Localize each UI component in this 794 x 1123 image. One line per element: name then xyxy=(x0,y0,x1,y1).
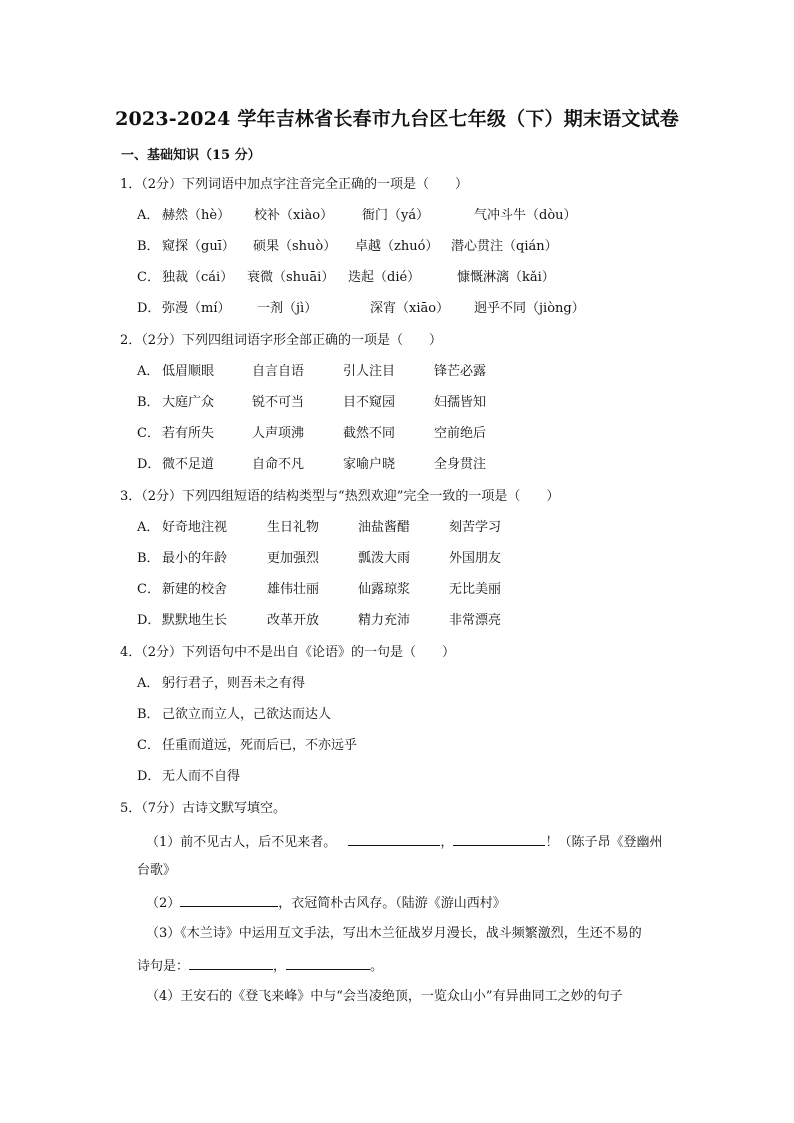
question-3-stem: 3．（2分）下列四组短语的结构类型与“热烈欢迎”完全一致的一项是（ ） xyxy=(120,489,560,504)
question-5-item-1: （1）前不见古人，后不见来者。 ， ！（陈子昂《登幽州 xyxy=(146,832,662,852)
question-5-item-3-cont: 诗句是： ， 。 xyxy=(137,956,383,976)
exam-page: 2023-2024 学年吉林省长春市九台区七年级（下）期末语文试卷 一、基础知识（15 分） 1．（2分）下列词语中加点字注音完全正确的一项是（ ） A． 赫然（hè） 校补（xiào） 衙门（yá） 气冲斗牛（dòu） B． 窥探（guī） 硕果（shuò） 卓越（zhuó） 潜心贯注（qián） C． 独裁（cái） 衰微（shuāi） 迭起（dié） 慷慨淋漓（kǎi） D． 弥漫（mí） 一剂（jì） 深宵（xiāo） 迥乎不同（jiòng） 2．（2分）下列四组词语字形全部正确的一项是（ ） A． 低眉顺眼 自言自语 引人注目 锋芒必露 B． 大庭广众 锐不可当 目不窥园 妇孺皆知 C． 若有所失 人声项沸 截然不同 空前绝后 D． 微不足道 自命不凡 家喻户晓 全身贯注 3．（2分）下列四组短语的结构类型与“热烈欢迎”完全一致的一项是（ ） A． 好奇地注视 生日礼物 油盐酱醋 刻苦学习 B． 最小的年龄 更加强烈 瓢泼大雨 外国朋友 C． 新建的校舍 雄伟壮丽 仙露琼浆 无比美丽 D． 默默地生长 改革开放 精力充沛 非常漂亮 4．（2分）下列语句中不是出自《论语》的一句是（ ） A． 躬行君子，则吾未之有得 B． 己欲立而立人，己欲达而达人 C． 任重而道远，死而后已，不亦远乎 D． 无人而不自得 5．（7分）古诗文默写填空。 （1）前不见古人，后不见来者。 ， ！（陈子昂《登幽州 台歌》 （2） ，衣冠简朴古风存。（陆游《游山西村》 （3）《木兰诗》中运用互文手法，写出木兰征战岁月漫长，战斗频繁激烈，生还不易的 诗句是： ， 。 （4）王安石的《登飞来峰》中与“会当凌绝顶，一览众山小”有异曲同工之妙的句子 xyxy=(0,0,794,1123)
question-4-stem: 4．（2分）下列语句中不是出自《论语》的一句是（ ） xyxy=(120,645,456,660)
question-1-stem: 1．（2分）下列词语中加点字注音完全正确的一项是（ ） xyxy=(120,177,469,192)
answer-blank[interactable] xyxy=(180,893,278,907)
question-2-stem: 2．（2分）下列四组词语字形全部正确的一项是（ ） xyxy=(120,333,443,348)
question-5-item-3: （3）《木兰诗》中运用互文手法，写出木兰征战岁月漫长，战斗频繁激烈，生还不易的 xyxy=(146,926,642,941)
section-heading: 一、基础知识（15 分） xyxy=(121,148,261,163)
answer-blank[interactable] xyxy=(453,832,545,846)
exam-title: 2023-2024 学年吉林省长春市九台区七年级（下）期末语文试卷 xyxy=(115,108,679,130)
answer-blank[interactable] xyxy=(189,956,273,970)
question-5-item-4: （4）王安石的《登飞来峰》中与“会当凌绝顶，一览众山小”有异曲同工之妙的句子 xyxy=(146,989,623,1004)
question-5-item-2: （2） ，衣冠简朴古风存。（陆游《游山西村》 xyxy=(146,893,506,913)
question-5-stem: 5．（7分）古诗文默写填空。 xyxy=(120,801,287,816)
question-5-item-1-cont: 台歌》 xyxy=(137,863,177,878)
answer-blank[interactable] xyxy=(348,832,440,846)
answer-blank[interactable] xyxy=(286,956,370,970)
